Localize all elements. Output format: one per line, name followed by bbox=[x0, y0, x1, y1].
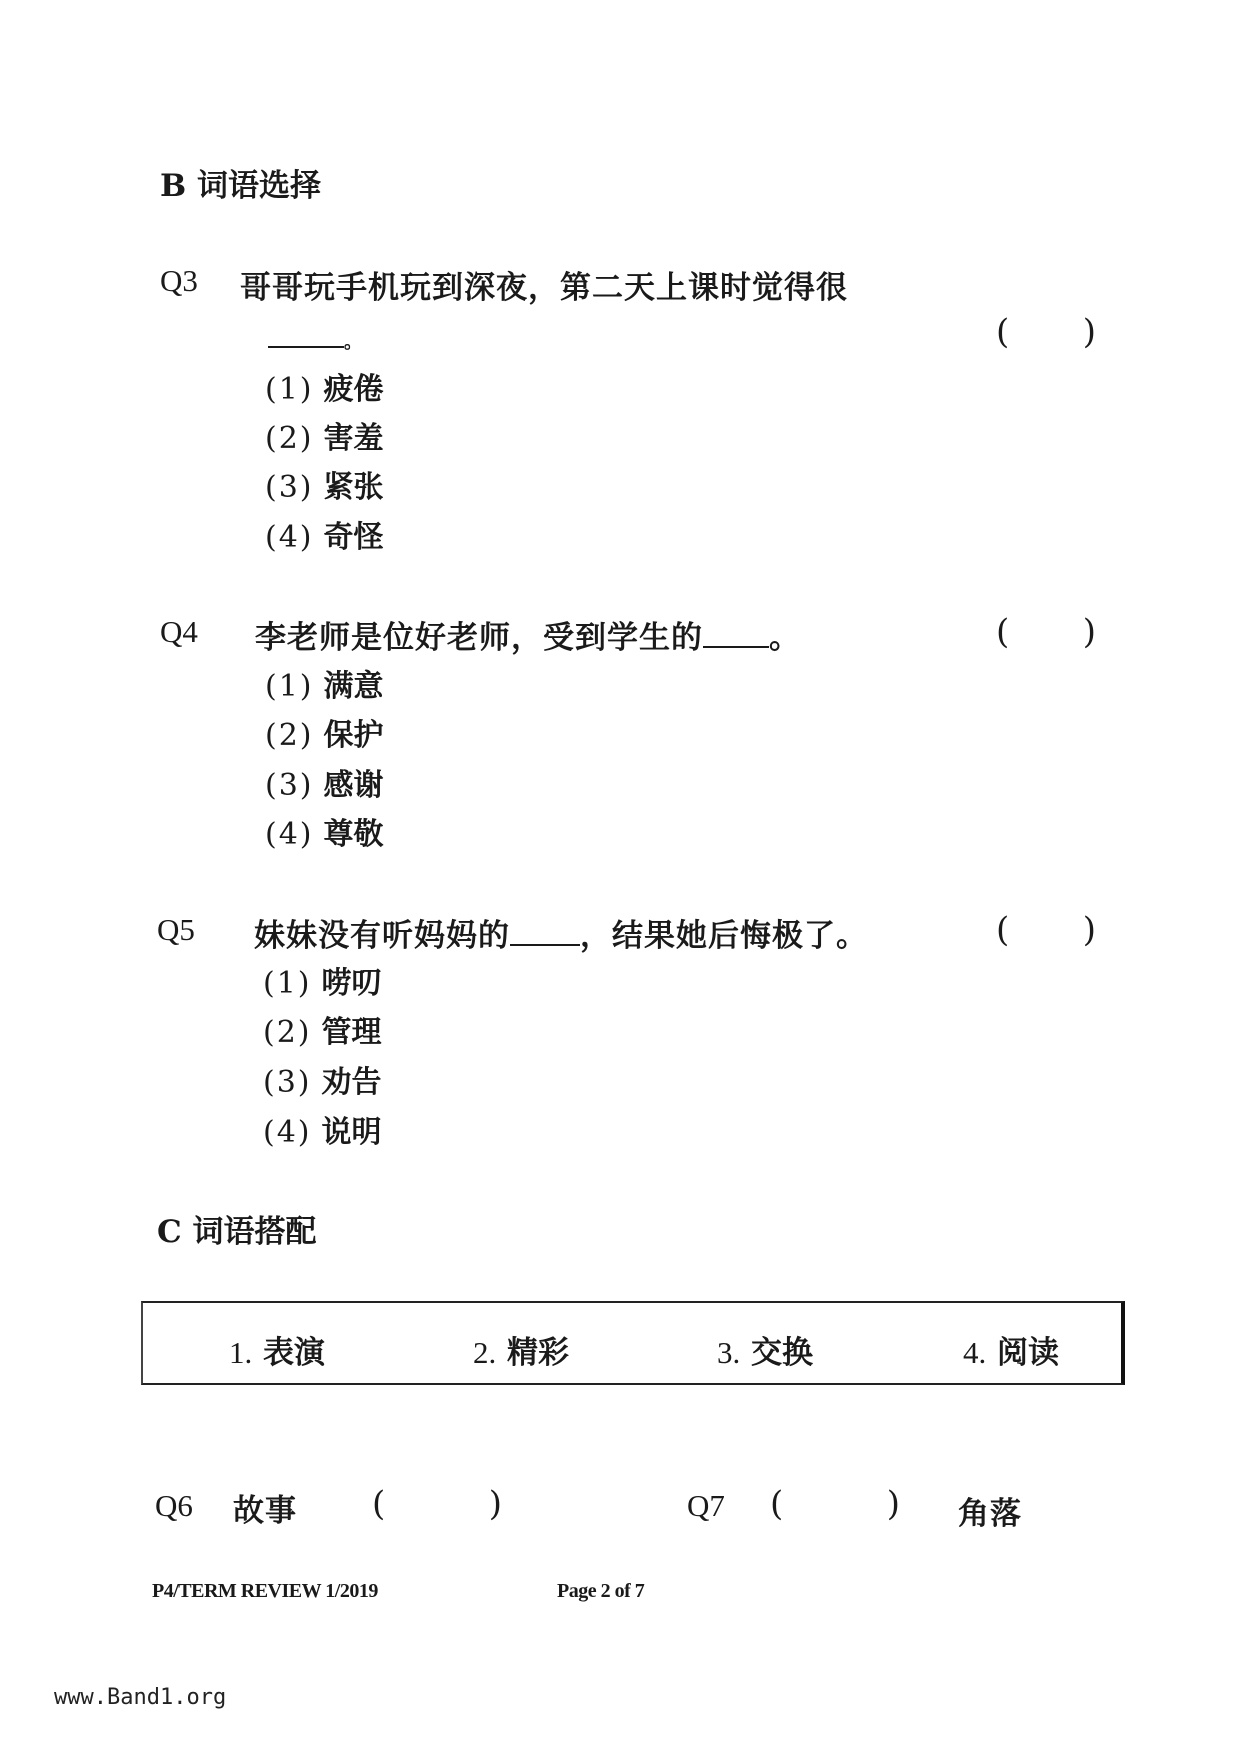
option-number: (4) bbox=[265, 817, 314, 852]
option-1[interactable] bbox=[265, 364, 384, 408]
option-number: (3) bbox=[265, 470, 314, 505]
word-bank-item-2 bbox=[473, 1327, 569, 1372]
question-number: Q3 bbox=[160, 263, 198, 298]
footer-document-code: P4/TERM REVIEW 1/2019 bbox=[152, 1580, 378, 1602]
question-text: 哥哥玩手机玩到深夜，第二天上课时觉得很 bbox=[240, 270, 848, 306]
option-text: 唠叨 bbox=[321, 966, 382, 1001]
option-4[interactable] bbox=[265, 809, 384, 853]
answer-parentheses[interactable] bbox=[372, 1484, 502, 1524]
paren-close: ) bbox=[886, 1484, 900, 1524]
word-bank-item-4 bbox=[963, 1327, 1059, 1372]
watermark-text: www.Band1.org bbox=[54, 1685, 227, 1710]
word-text: 表演 bbox=[263, 1335, 326, 1371]
answer-blank-line bbox=[268, 320, 363, 356]
word-bank-item-3 bbox=[717, 1327, 813, 1372]
paren-open: ( bbox=[996, 312, 1010, 352]
option-number: (2) bbox=[263, 1015, 312, 1050]
paren-close: ) bbox=[1082, 612, 1096, 652]
question-tail: 。 bbox=[769, 620, 801, 656]
paren-close: ) bbox=[1082, 312, 1096, 352]
option-number: (2) bbox=[265, 718, 314, 753]
option-3[interactable] bbox=[265, 462, 384, 506]
section-c-heading: C 词语搭配 bbox=[157, 1214, 317, 1250]
option-text: 害羞 bbox=[323, 421, 384, 456]
option-text: 奇怪 bbox=[323, 520, 384, 555]
paren-open: ( bbox=[996, 612, 1010, 652]
question-text: 李老师是位好老师，受到学生的 bbox=[255, 620, 703, 656]
word-text: 交换 bbox=[751, 1335, 814, 1371]
option-text: 感谢 bbox=[323, 768, 384, 803]
match-word: 角落 bbox=[958, 1496, 1022, 1532]
word-number: 1. bbox=[229, 1335, 253, 1370]
option-text: 劝告 bbox=[321, 1065, 382, 1100]
option-number: (4) bbox=[265, 520, 314, 555]
section-b-heading: B 词语选择 bbox=[160, 168, 321, 204]
option-text: 说明 bbox=[321, 1115, 382, 1150]
paren-open: ( bbox=[372, 1484, 386, 1524]
question-text: 妹妹没有听妈妈的 bbox=[254, 918, 510, 954]
question-tail: ，结果她后悔极了。 bbox=[580, 918, 868, 954]
question-number: Q6 bbox=[155, 1488, 193, 1523]
option-number: (3) bbox=[265, 768, 314, 803]
option-text: 保护 bbox=[323, 718, 384, 753]
answer-parentheses[interactable] bbox=[996, 910, 1096, 950]
answer-parentheses[interactable] bbox=[996, 312, 1096, 352]
option-number: (1) bbox=[265, 669, 314, 704]
option-1[interactable] bbox=[263, 958, 382, 1002]
option-number: (3) bbox=[263, 1065, 312, 1100]
option-text: 尊敬 bbox=[323, 817, 384, 852]
option-number: (2) bbox=[265, 421, 314, 456]
option-text: 管理 bbox=[321, 1015, 382, 1050]
word-bank-item-1 bbox=[229, 1327, 325, 1372]
option-2[interactable] bbox=[265, 413, 384, 457]
word-number: 3. bbox=[717, 1335, 741, 1370]
word-number: 4. bbox=[963, 1335, 987, 1370]
match-word: 故事 bbox=[233, 1493, 297, 1529]
paren-open: ( bbox=[770, 1484, 784, 1524]
option-number: (4) bbox=[263, 1115, 312, 1150]
option-1[interactable] bbox=[265, 661, 384, 705]
option-4[interactable] bbox=[265, 512, 384, 556]
question-number: Q5 bbox=[157, 912, 195, 947]
footer-page-number: Page 2 of 7 bbox=[557, 1580, 645, 1602]
question-number: Q7 bbox=[687, 1488, 725, 1523]
answer-parentheses[interactable] bbox=[770, 1484, 900, 1524]
option-text: 紧张 bbox=[323, 470, 384, 505]
paren-close: ) bbox=[488, 1484, 502, 1524]
paren-close: ) bbox=[1082, 910, 1096, 950]
option-3[interactable] bbox=[263, 1057, 382, 1101]
option-3[interactable] bbox=[265, 760, 384, 804]
word-text: 阅读 bbox=[997, 1335, 1060, 1371]
question-text-with-blank bbox=[255, 612, 801, 657]
word-number: 2. bbox=[473, 1335, 497, 1370]
question-text-with-blank bbox=[254, 910, 868, 955]
option-text: 满意 bbox=[323, 669, 384, 704]
answer-parentheses[interactable] bbox=[996, 612, 1096, 652]
option-number: (1) bbox=[265, 372, 314, 407]
word-text: 精彩 bbox=[507, 1335, 570, 1371]
paren-open: ( bbox=[996, 910, 1010, 950]
option-2[interactable] bbox=[265, 710, 384, 754]
question-tail: 。 bbox=[344, 332, 363, 353]
option-text: 疲倦 bbox=[323, 372, 384, 407]
word-bank-box bbox=[141, 1301, 1125, 1385]
option-number: (1) bbox=[263, 966, 312, 1001]
question-number: Q4 bbox=[160, 614, 198, 649]
option-2[interactable] bbox=[263, 1007, 382, 1051]
option-4[interactable] bbox=[263, 1107, 382, 1151]
